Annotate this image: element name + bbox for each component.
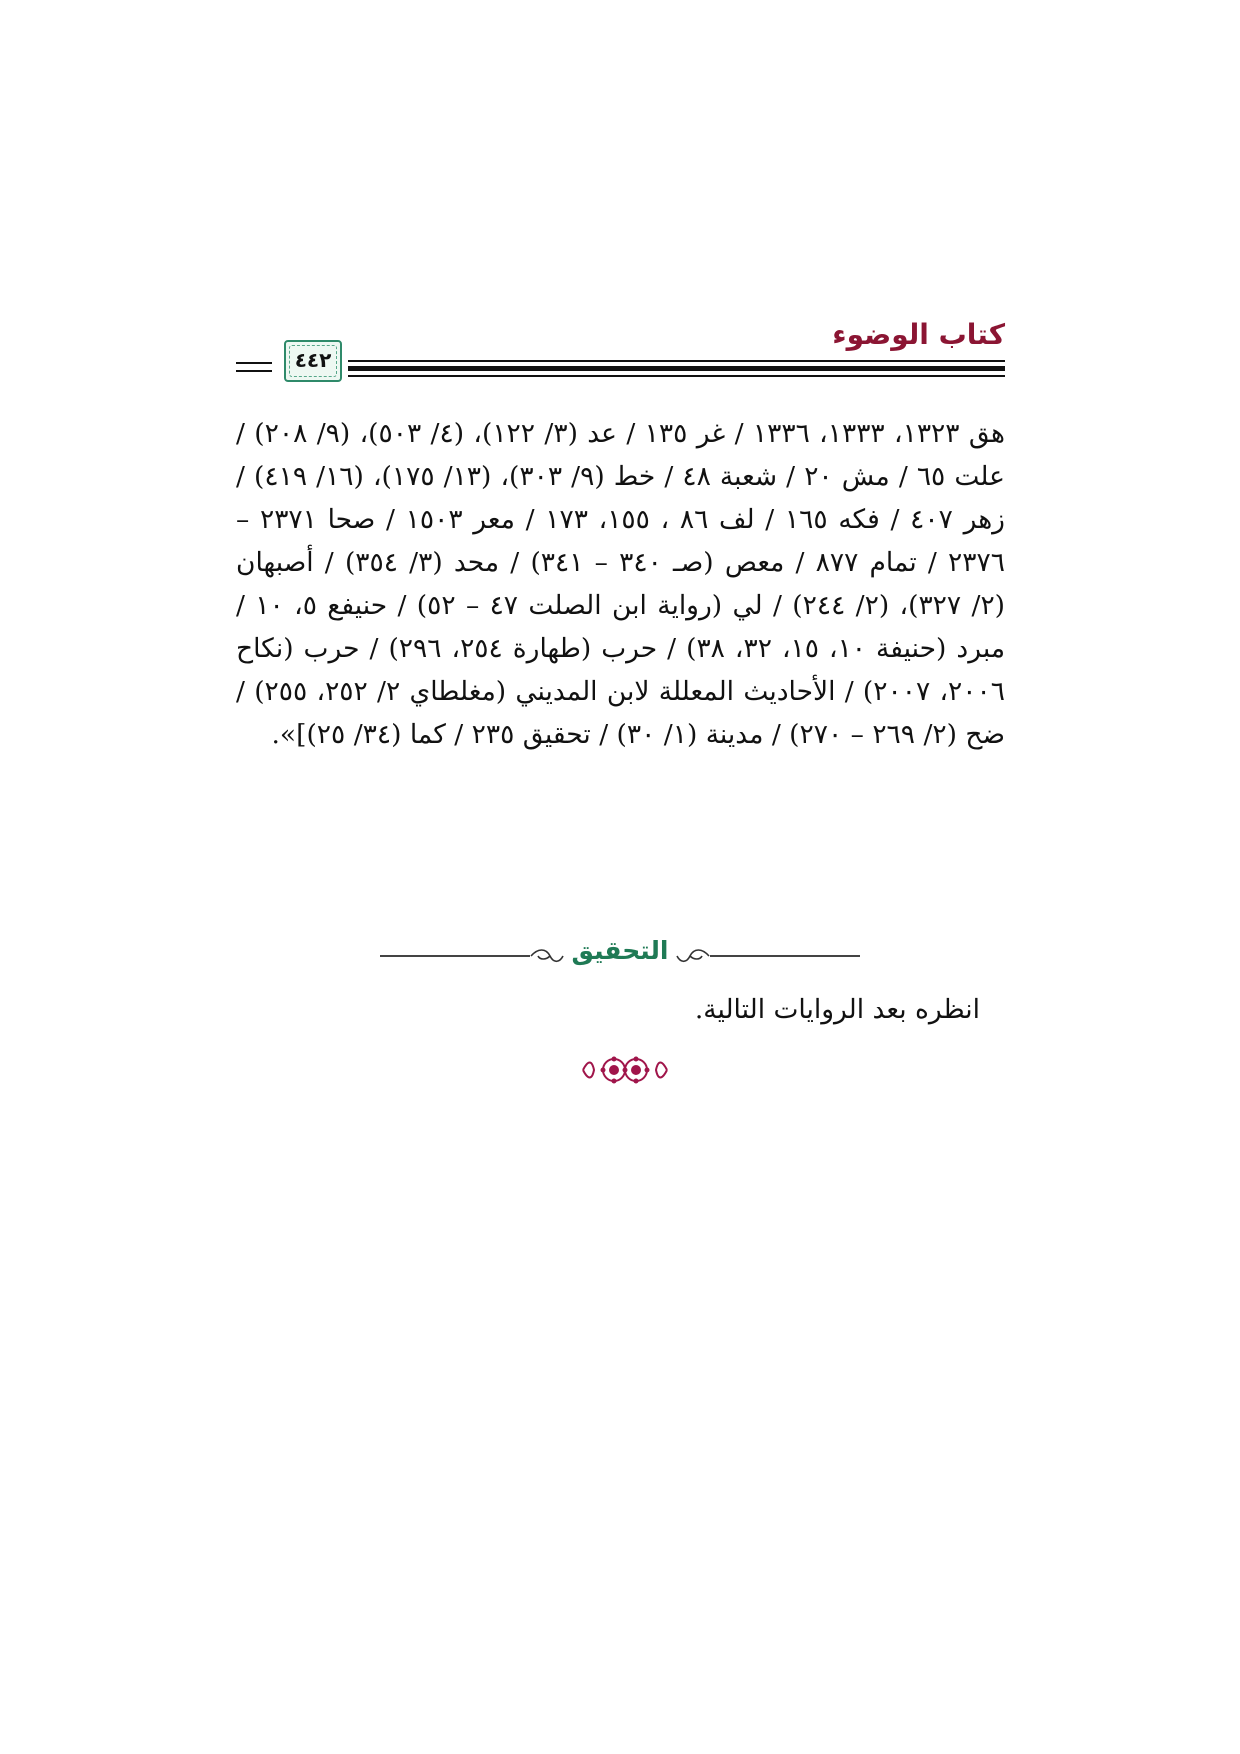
page-number-badge xyxy=(284,340,342,382)
page-header xyxy=(236,318,1005,390)
flourish-right-icon xyxy=(676,946,710,966)
references-paragraph xyxy=(236,412,1005,756)
page-number: ٤٤٢ xyxy=(294,348,332,372)
references-text: هق ١٣٢٣، ١٣٣٣، ١٣٣٦ / غر ١٣٥ / عد (٣/ ١٢٢)، (٤/ ٥٠٣)، (٩/ ٢٠٨) / علت ٦٥ / مش ٢٠ / شعبة ٤٨ / خط (٩/ ٣٠٣)، (١٣/ ١٧٥)، (١٦/ ٤١٩) / زهر ٤٠٧ / فكه ١٦٥ / لف ٨٦ ، ١٥٥، ١٧٣ / معر ١٥٠٣ / صحا ٢٣٧١ – ٢٣٧٦ / تمام ٨٧٧ / معص (صـ ٣٤٠ – ٣٤١) / محد (٣/ ٣٥٤) / أصبهان (٢/ ٣٢٧)، (٢/ ٢٤٤) / لي (رواية ابن الصلت ٤٧ – ٥٢) / حنيفع ٥، ١٠ / مبرد (حنيفة ١٠، ١٥، ٣٢، ٣٨) / حرب (طهارة ٢٥٤، ٢٩٦) / حرب (نكاح ٢٠٠٦، ٢٠٠٧) / الأحاديث المعللة لابن المديني (مغلطاي ٢/ ٢٥٢، ٢٥٥) / ضح (٢/ ٢٦٩ – ٢٧٠) / مدينة (١/ ٣٠) / تحقيق ٢٣٥ / كما (٣٤/ ٢٥)]». xyxy=(236,418,1006,750)
divider-line-right xyxy=(710,955,860,957)
section-divider xyxy=(380,938,860,974)
book-title: كتاب الوضوء xyxy=(832,318,1005,351)
end-ornament-icon xyxy=(580,1050,670,1090)
verification-note: انظره بعد الروايات التالية. xyxy=(694,994,980,1025)
section-title: التحقيق xyxy=(571,936,669,965)
header-rule xyxy=(236,360,1005,386)
